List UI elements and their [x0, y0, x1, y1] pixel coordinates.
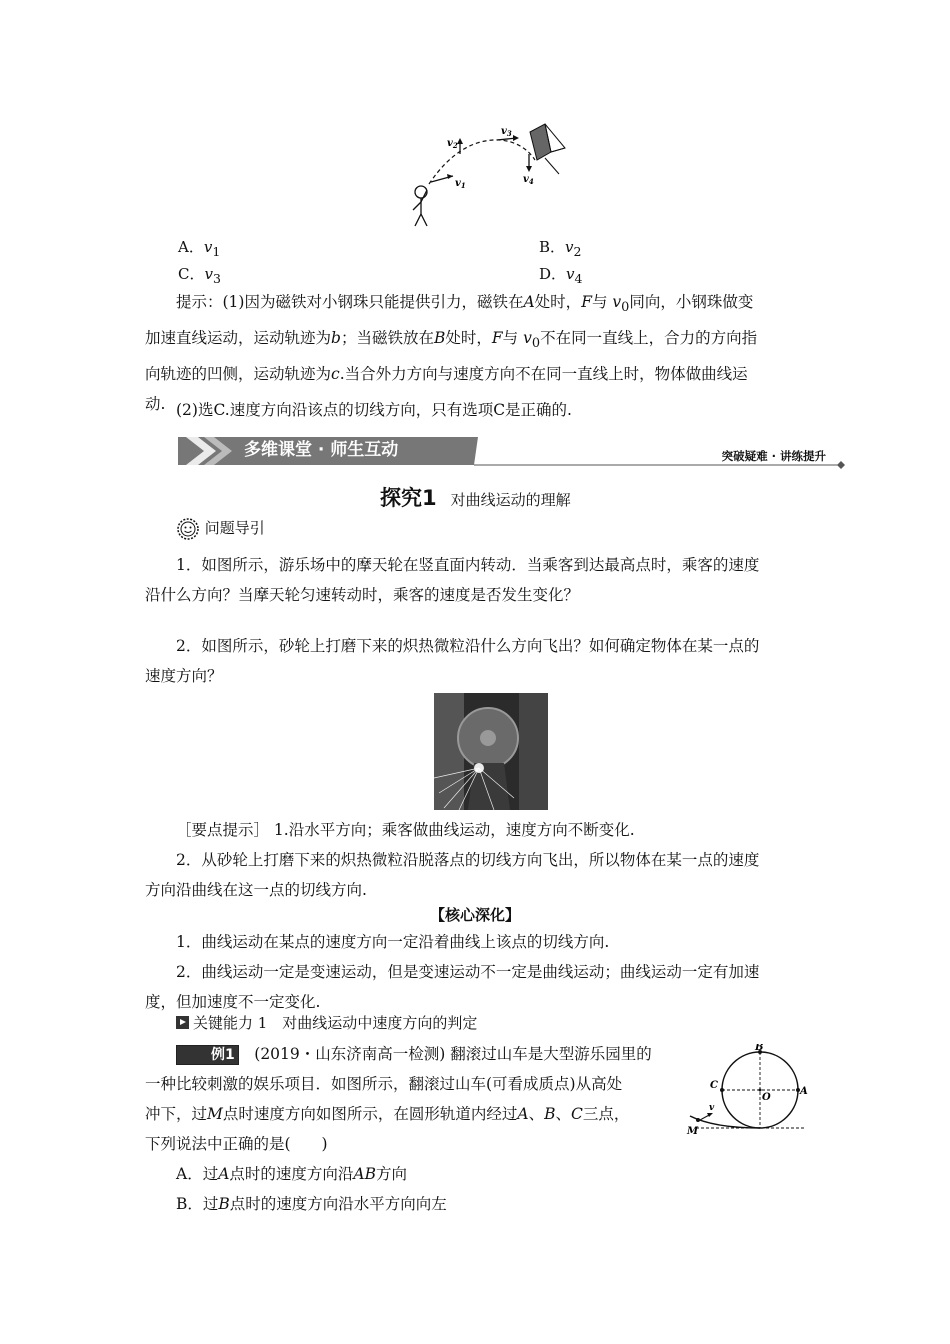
example-tag: 例1 [176, 1045, 239, 1065]
core-body: 1．曲线运动在某点的速度方向一定沿着曲线上该点的切线方向. 2．曲线运动一定是变速运动，但是变速运动不一定是曲线运动；曲线运动一定有加速 度，但加速度不一定变化. [145, 933, 760, 1011]
key-points: ［要点提示］ 1.沿水平方向；乘客做曲线运动，速度方向不断变化. 2．从砂轮上打磨下来的炽热微粒沿脱落点的切线方向飞出，所以物体在某一点的速度 方向沿曲线在这一点的切线方向. [145, 821, 760, 899]
hint-paragraph: 提示：(1)因为磁铁对小钢珠只能提供引力，磁铁在A处时，F与 $v_0$同向，小钢珠做变 加速直线运动，运动轨迹为b；当磁铁放在B处时，F与 $v_0$不在同一直线上，合力的方向指 向轨迹的凹侧，运动轨迹为c.当合外力方向与速度方向不在同一直线上时，物体做曲线运 动. [145, 293, 758, 414]
label-m: M [687, 1126, 699, 1136]
label-c: C [710, 1080, 718, 1091]
v3-label: $v_3$ [501, 126, 512, 138]
v2-label: $v_2$ [447, 138, 458, 150]
option-a: A．$v_1$ [178, 238, 221, 259]
v4-label: $v_4$ [523, 174, 534, 186]
label-v: v [709, 1103, 715, 1113]
guide-heading: 问题导引 [176, 517, 265, 541]
example-option-a: A．过A点时的速度方向沿AB方向 [176, 1165, 408, 1183]
smiley-icon [176, 517, 200, 541]
option-d: D．$v_4$ [539, 265, 583, 286]
question-2: 2．如图所示，砂轮上打磨下来的炽热微粒沿什么方向飞出？如何确定物体在某一点的 速度方向？ [145, 637, 760, 685]
label-a: A [800, 1086, 808, 1097]
banner-title: 多维课堂 · 师生互动 [244, 440, 399, 460]
projectile-figure [405, 118, 585, 230]
section-banner [178, 433, 848, 469]
option-c: C．$v_3$ [178, 265, 221, 286]
loop-track-figure [684, 1044, 810, 1136]
v1-label: $v_1$ [455, 178, 466, 190]
section-heading: 探究1 对曲线运动的理解 [380, 486, 571, 510]
question-1: 1．如图所示，游乐场中的摩天轮在竖直面内转动．当乘客到达最高点时，乘客的速度 沿什么方向？当摩天轮匀速转动时，乘客的速度是否发生变化？ [145, 556, 760, 604]
hint-2: (2)选C.速度方向沿该点的切线方向，只有选项C是正确的. [176, 401, 572, 419]
example-option-b: B．过B点时的速度方向沿水平方向向左 [176, 1195, 447, 1213]
option-b: B．$v_2$ [539, 238, 582, 259]
play-icon [176, 1016, 189, 1029]
label-o: O [762, 1092, 771, 1103]
grinding-wheel-photo [434, 693, 548, 810]
banner-right: 突破疑难 · 讲练提升 [721, 449, 826, 463]
key-ability: 关键能力 1 对曲线运动中速度方向的判定 [176, 1008, 477, 1038]
label-b: B [755, 1044, 764, 1053]
core-title: 【核心深化】 [429, 906, 520, 924]
example-block: 例1 (2019・山东济南高一检测) 翻滚过山车是大型游乐园里的 一种比较刺激的娱乐项目．如图所示，翻滚过山车(可看成质点)从高处 冲下，过M点时速度方向如图所示，在圆形轨道内经过A、B、C三点， 下列说法中正确的是( ) A．过A点时的速度方向沿AB方向 B．过B点时的速度方向沿水平方向向左 [145, 1039, 665, 1219]
